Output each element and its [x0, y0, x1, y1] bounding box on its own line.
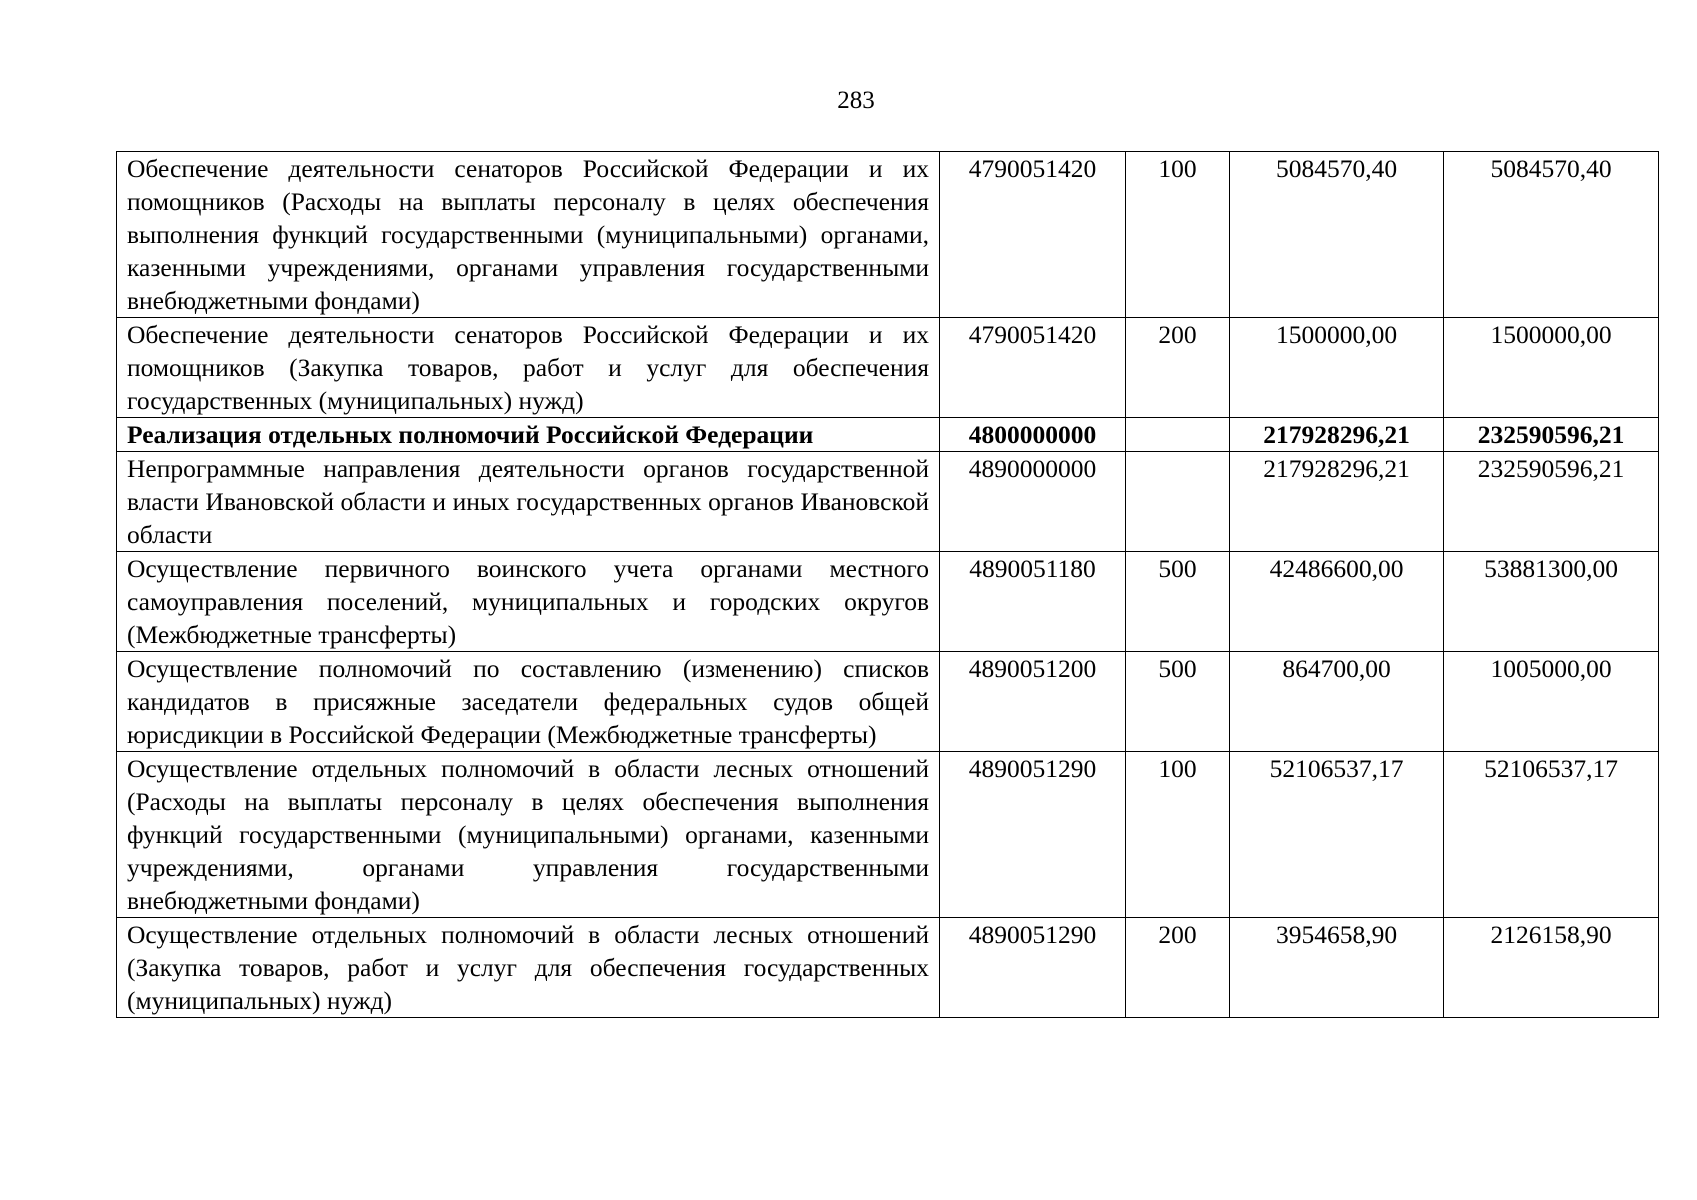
row-year1: 3954658,90: [1230, 918, 1444, 1018]
row-type: 100: [1126, 152, 1230, 318]
row-name: Осуществление первичного воинского учета органами местного самоуправления поселений, муниципальных и городских округов (Межбюджетные трансферты): [117, 552, 940, 652]
row-name: Непрограммные направления деятельности органов государственной власти Ивановской области и иных государственных органов Ивановской области: [117, 452, 940, 552]
row-name: Осуществление отдельных полномочий в области лесных отношений (Закупка товаров, работ и услуг для обеспечения государственных (муниципальных) нужд): [117, 918, 940, 1018]
row-year1: 1500000,00: [1230, 318, 1444, 418]
row-name: Осуществление отдельных полномочий в области лесных отношений (Расходы на выплаты персоналу в целях обеспечения выполнения функций государственными (муниципальными) органами, казенными учреждениями, органами управления государственными внебюджетными фондами): [117, 752, 940, 918]
table-row: [117, 318, 1659, 418]
table-row: [117, 152, 1659, 318]
row-code: 4890000000: [940, 452, 1126, 552]
table-row: [117, 452, 1659, 552]
row-type: [1126, 452, 1230, 552]
row-code: 4790051420: [940, 318, 1126, 418]
row-year2: 52106537,17: [1444, 752, 1659, 918]
row-code: 4800000000: [940, 418, 1126, 452]
row-code: 4890051290: [940, 918, 1126, 1018]
row-year2: 232590596,21: [1444, 418, 1659, 452]
row-type: 100: [1126, 752, 1230, 918]
row-name: Обеспечение деятельности сенаторов Российской Федерации и их помощников (Расходы на выплаты персоналу в целях обеспечения выполнения функций государственными (муниципальными) органами, казенными учреждениями, органами управления государственными внебюджетными фондами): [117, 152, 940, 318]
row-year1: 217928296,21: [1230, 418, 1444, 452]
table-row-section: [117, 418, 1659, 452]
row-name: Обеспечение деятельности сенаторов Российской Федерации и их помощников (Закупка товаров, работ и услуг для обеспечения государственных (муниципальных) нужд): [117, 318, 940, 418]
row-year1: 864700,00: [1230, 652, 1444, 752]
budget-table: [116, 151, 1659, 1018]
row-type: 500: [1126, 552, 1230, 652]
row-year1: 52106537,17: [1230, 752, 1444, 918]
row-year2: 232590596,21: [1444, 452, 1659, 552]
row-year2: 1500000,00: [1444, 318, 1659, 418]
table-row: [117, 918, 1659, 1018]
table-row: [117, 652, 1659, 752]
row-year2: 53881300,00: [1444, 552, 1659, 652]
row-type: [1126, 418, 1230, 452]
row-name: Осуществление полномочий по составлению (изменению) списков кандидатов в присяжные заседатели федеральных судов общей юрисдикции в Российской Федерации (Межбюджетные трансферты): [117, 652, 940, 752]
row-code: 4890051290: [940, 752, 1126, 918]
row-code: 4890051200: [940, 652, 1126, 752]
row-year1: 42486600,00: [1230, 552, 1444, 652]
row-type: 200: [1126, 918, 1230, 1018]
row-code: 4890051180: [940, 552, 1126, 652]
table-row: [117, 752, 1659, 918]
row-year1: 5084570,40: [1230, 152, 1444, 318]
table-row: [117, 552, 1659, 652]
row-name: Реализация отдельных полномочий Российской Федерации: [117, 418, 940, 452]
row-year2: 1005000,00: [1444, 652, 1659, 752]
row-code: 4790051420: [940, 152, 1126, 318]
row-type: 200: [1126, 318, 1230, 418]
row-year2: 2126158,90: [1444, 918, 1659, 1018]
row-type: 500: [1126, 652, 1230, 752]
page-number: 283: [837, 87, 875, 114]
row-year2: 5084570,40: [1444, 152, 1659, 318]
row-year1: 217928296,21: [1230, 452, 1444, 552]
